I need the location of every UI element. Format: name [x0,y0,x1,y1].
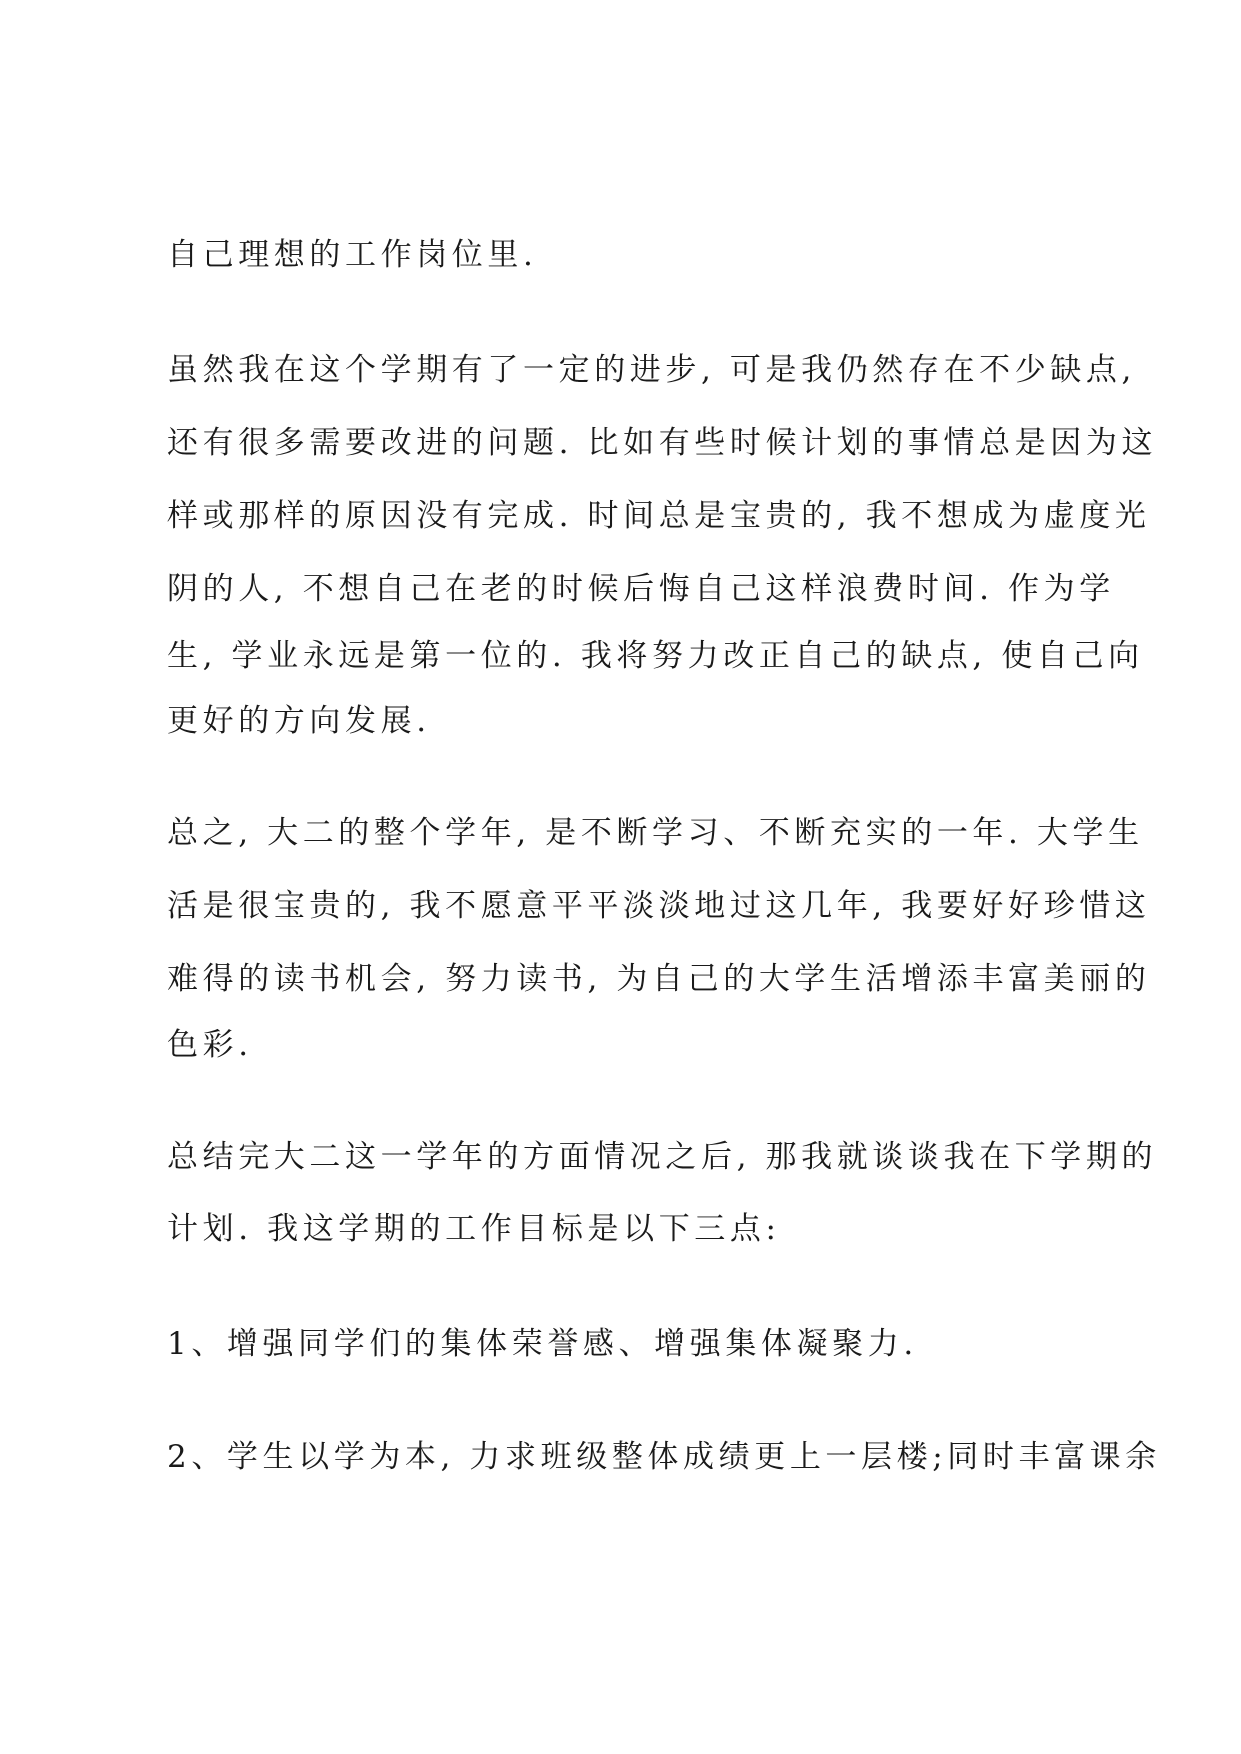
text-line: 生, 学业永远是第一位的. 我将努力改正自己的缺点, 使自己向 [167,638,1144,674]
text-line: 难得的读书机会, 努力读书, 为自己的大学生活增添丰富美丽的 [167,961,1151,997]
text-line: 虽然我在这个学期有了一定的进步, 可是我仍然存在不少缺点, [167,352,1136,388]
list-item: 2、学生以学为本, 力求班级整体成绩更上一层楼;同时丰富课余 [167,1439,1161,1475]
text-line: 样或那样的原因没有完成. 时间总是宝贵的, 我不想成为虚度光 [167,498,1151,534]
text-line: 色彩. [167,1027,253,1063]
text-line: 活是很宝贵的, 我不愿意平平淡淡地过这几年, 我要好好珍惜这 [167,888,1151,924]
list-item: 1、增强同学们的集体荣誉感、增强集体凝聚力. [167,1326,918,1362]
text-line: 更好的方向发展. [167,703,431,739]
text-line: 总结完大二这一学年的方面情况之后, 那我就谈谈我在下学期的 [167,1139,1158,1175]
text-line: 还有很多需要改进的问题. 比如有些时候计划的事情总是因为这 [167,425,1158,461]
text-line: 总之, 大二的整个学年, 是不断学习、不断充实的一年. 大学生 [167,815,1144,851]
text-line: 计划. 我这学期的工作目标是以下三点: [167,1211,781,1247]
text-line: 阴的人, 不想自己在老的时候后悔自己这样浪费时间. 作为学 [167,571,1115,607]
text-line: 自己理想的工作岗位里. [167,237,538,273]
